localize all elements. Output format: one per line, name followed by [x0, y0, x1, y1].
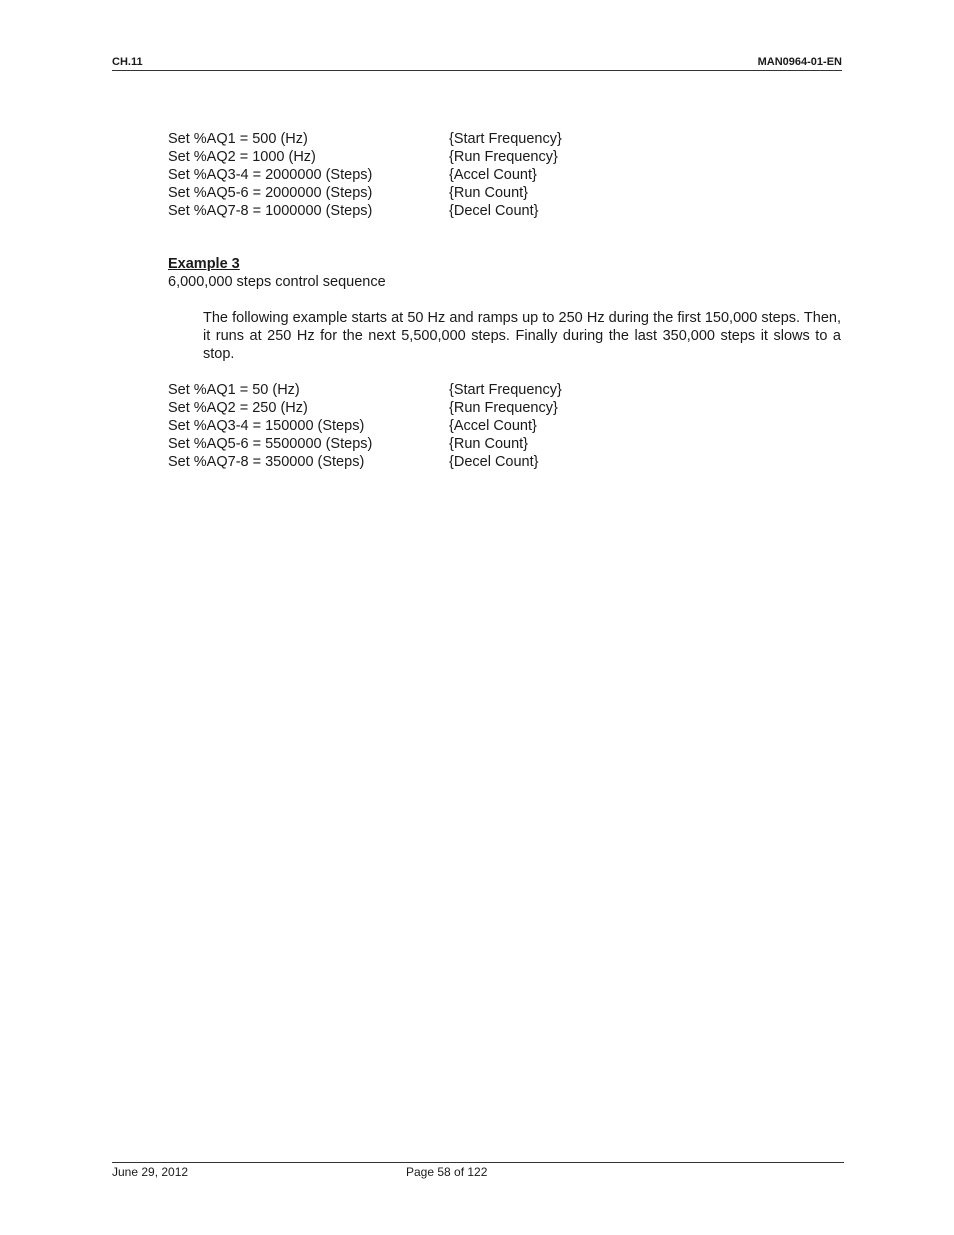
footer-date: June 29, 2012: [112, 1165, 189, 1179]
setting-command: Set %AQ5-6 = 2000000 (Steps): [168, 185, 373, 201]
setting-description: {Start Frequency}: [449, 131, 562, 147]
setting-description: {Run Count}: [449, 185, 529, 201]
example-description: The following example starts at 50 Hz and ramps up to 250 Hz during the first 150,000 steps. Then, it runs at 250 Hz for the next 5,500,000 steps. Finally during the last 350,000 steps it slows to a stop.: [203, 310, 841, 362]
setting-command: Set %AQ7-8 = 350000 (Steps): [168, 454, 365, 470]
chapter-label: CH.11: [112, 56, 143, 68]
document-id: MAN0964-01-EN: [757, 56, 842, 68]
setting-command: Set %AQ1 = 500 (Hz): [168, 131, 308, 147]
page-footer: [112, 1162, 844, 1181]
setting-command: Set %AQ3-4 = 150000 (Steps): [168, 418, 365, 434]
setting-command: Set %AQ3-4 = 2000000 (Steps): [168, 167, 373, 183]
setting-command: Set %AQ7-8 = 1000000 (Steps): [168, 203, 373, 219]
setting-description: {Start Frequency}: [449, 382, 562, 398]
page-header: [112, 55, 842, 71]
page-number: Page 58 of 122: [406, 1165, 488, 1179]
setting-command: Set %AQ2 = 1000 (Hz): [168, 149, 316, 165]
setting-command: Set %AQ2 = 250 (Hz): [168, 400, 308, 416]
setting-command: Set %AQ5-6 = 5500000 (Steps): [168, 436, 373, 452]
setting-description: {Accel Count}: [449, 167, 537, 183]
setting-description: {Run Frequency}: [449, 149, 558, 165]
example-heading: Example 3: [168, 256, 240, 272]
setting-description: {Decel Count}: [449, 203, 539, 219]
setting-description: {Run Frequency}: [449, 400, 558, 416]
example-subtitle: 6,000,000 steps control sequence: [168, 274, 386, 290]
setting-description: {Accel Count}: [449, 418, 537, 434]
setting-description: {Run Count}: [449, 436, 529, 452]
setting-description: {Decel Count}: [449, 454, 539, 470]
setting-command: Set %AQ1 = 50 (Hz): [168, 382, 300, 398]
